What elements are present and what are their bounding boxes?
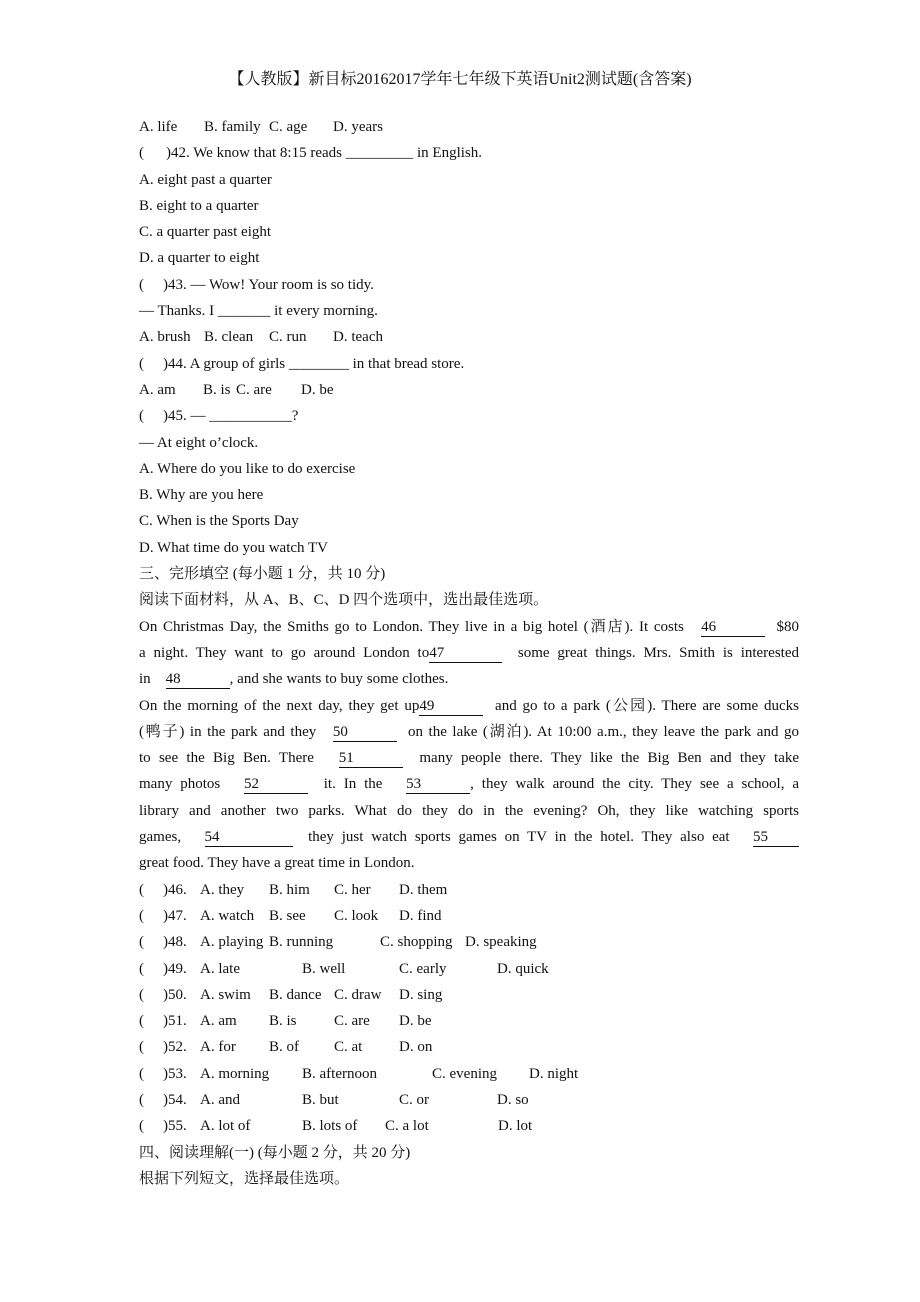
question-number: )51. (163, 1013, 187, 1030)
q43-option-c: C. run (269, 329, 307, 346)
cloze-52-option-c: C. at (334, 1039, 363, 1056)
passage-text: On Christmas Day, the Smiths go to London. They live in a big hotel (酒店). It costs (139, 618, 684, 635)
q44-option-b: B. is (203, 381, 231, 398)
question-number: )46. (163, 881, 187, 898)
q45-option-d: D. What time do you watch TV (139, 539, 328, 556)
answer-paren: ( (139, 986, 144, 1003)
cloze-question-48 (139, 929, 799, 955)
q41-option-a: A. life (139, 119, 178, 135)
question-number: )53. (163, 1065, 187, 1082)
q42-paren-close: ) (166, 145, 171, 162)
answer-paren: ( (139, 1039, 144, 1056)
q45-option-a: A. Where do you like to do exercise (139, 460, 356, 477)
answer-paren: ( (139, 1013, 144, 1030)
passage-line (139, 693, 799, 719)
cloze-51-option-a: A. am (200, 1013, 237, 1030)
q42-option-d: D. a quarter to eight (139, 250, 260, 267)
q44-stem-text: )44. A group of girls ________ in that bread store. (163, 355, 465, 372)
passage-text: on the lake (湖泊). At 10:00 a.m., they leave the park and go (407, 723, 799, 740)
passage-text: On the morning of the next day, they get up (139, 697, 420, 714)
page-header: 【人教版】新目标20162017学年七年级下英语Unit2测试题(含答案) (228, 71, 692, 88)
cloze-question-51 (139, 1008, 799, 1034)
passage-text: some great things. Mrs. Smith is interested (517, 644, 799, 661)
passage-text: and go to a park (公园). There are some ducks (495, 697, 800, 714)
cloze-47-option-a: A. watch (200, 907, 255, 924)
cloze-52-option-d: D. on (399, 1039, 433, 1056)
cloze-48-option-c: C. shopping (380, 934, 453, 951)
cloze-46-option-d: D. them (399, 881, 448, 898)
passage-paragraph-1 (139, 614, 799, 693)
answer-paren: ( (139, 881, 144, 898)
cloze-47-option-d: D. find (399, 907, 442, 924)
passage-text: , they walk around the city. They see a school, a (470, 776, 800, 793)
cloze-blank-50: 50 (333, 724, 397, 742)
q42-stem-text: 42. We know that 8:15 reads (171, 145, 342, 162)
q41-option-c: C. age (269, 119, 308, 135)
q42-option-a: A. eight past a quarter (139, 171, 272, 188)
question-number: )55. (163, 1118, 187, 1135)
cloze-52-option-a: A. for (200, 1039, 236, 1056)
cloze-blank-48: 48 (166, 671, 230, 689)
section3-title: 三、完形填空 (每小题 1 分，共 10 分) (139, 566, 386, 583)
cloze-53-option-b: B. afternoon (302, 1065, 377, 1082)
section4-title: 四、阅读理解(一) (每小题 2 分，共 20 分) (139, 1144, 411, 1161)
cloze-51-option-c: C. are (334, 1013, 370, 1030)
cloze-50-option-c: C. draw (334, 986, 382, 1003)
section3-instruction: 阅读下面材料，从 A、B、C、D 四个选项中，选出最佳选项。 (139, 592, 549, 609)
cloze-blank-54: 54 (205, 829, 293, 847)
cloze-49-option-d: D. quick (497, 960, 549, 977)
cloze-49-option-a: A. late (200, 960, 240, 977)
passage-text: (鸭子) in the park and they (139, 723, 317, 740)
cloze-blank-52: 52 (244, 776, 308, 794)
cloze-46-option-a: A. they (200, 881, 245, 898)
passage-line (139, 666, 799, 692)
cloze-46-option-c: C. her (334, 881, 371, 898)
q42-option-b: B. eight to a quarter (139, 197, 259, 214)
cloze-question-53 (139, 1061, 799, 1087)
cloze-blank-49: 49 (419, 698, 483, 716)
passage-text: many photos (139, 776, 221, 793)
cloze-48-option-b: B. running (269, 934, 334, 951)
q41-options (139, 114, 799, 140)
cloze-48-option-a: A. playing (200, 934, 264, 951)
passage-text: in (139, 671, 151, 688)
q45-stem: ( )45. — ___________? (139, 408, 299, 425)
answer-paren: ( (139, 960, 144, 977)
cloze-53-option-a: A. morning (200, 1065, 270, 1082)
passage-line (139, 640, 799, 666)
passage-text: $80 (776, 618, 800, 635)
passage-line (139, 798, 799, 824)
question-number: )54. (163, 1091, 187, 1108)
q45-reply: — At eight o’clock. (139, 434, 259, 451)
passage-text: many people there. They like the Big Ben and they take (419, 750, 800, 767)
cloze-53-option-d: D. night (529, 1065, 579, 1082)
passage-text: a night. They want to go around London to (139, 644, 430, 661)
q42-paren-open: ( (139, 145, 144, 162)
answer-paren: ( (139, 907, 144, 924)
cloze-50-option-a: A. swim (200, 986, 251, 1003)
cloze-50-option-d: D. sing (399, 986, 443, 1003)
cloze-blank-46: 46 (701, 619, 765, 637)
cloze-50-option-b: B. dance (269, 986, 322, 1003)
q43-option-a: A. brush (139, 329, 191, 346)
cloze-54-option-d: D. so (497, 1091, 529, 1108)
cloze-question-list (139, 877, 799, 1140)
cloze-blank-55: 55 (753, 829, 799, 847)
cloze-blank-47: 47 (429, 645, 502, 663)
cloze-49-option-c: C. early (399, 960, 447, 977)
cloze-47-option-c: C. look (334, 907, 379, 924)
passage-line (139, 771, 799, 797)
cloze-54-option-b: B. but (302, 1091, 339, 1108)
q43-reply: — Thanks. I _______ it every morning. (139, 303, 378, 320)
answer-paren: ( (139, 1118, 144, 1135)
cloze-question-46 (139, 877, 799, 903)
cloze-51-option-b: B. is (269, 1013, 297, 1030)
cloze-46-option-b: B. him (269, 881, 310, 898)
cloze-55-option-b: B. lots of (302, 1118, 358, 1135)
passage-line (139, 824, 799, 850)
cloze-question-47 (139, 903, 799, 929)
passage-text: games, (139, 829, 182, 846)
passage-line (139, 614, 799, 640)
passage-text: , and she wants to buy some clothes. (229, 671, 449, 688)
question-number: )52. (163, 1039, 187, 1056)
q43-stem: ( )43. — Wow! Your room is so tidy. (139, 276, 374, 293)
q41-option-b: B. family (204, 119, 261, 135)
cloze-48-option-d: D. speaking (465, 934, 537, 951)
cloze-question-55 (139, 1113, 799, 1139)
cloze-question-54 (139, 1087, 799, 1113)
cloze-52-option-b: B. of (269, 1039, 299, 1056)
cloze-54-option-a: A. and (200, 1091, 240, 1108)
cloze-question-52 (139, 1034, 799, 1060)
passage-text: they just watch sports games on TV in the hotel. They also eat (308, 829, 730, 846)
cloze-49-option-b: B. well (302, 960, 346, 977)
cloze-55-option-c: C. a lot (385, 1118, 429, 1135)
passage-line (139, 850, 799, 876)
q45-stem-text: )45. — ___________? (163, 408, 299, 425)
cloze-51-option-d: D. be (399, 1013, 432, 1030)
cloze-55-option-d: D. lot (498, 1118, 533, 1135)
q42-option-c: C. a quarter past eight (139, 224, 272, 241)
q43-option-d: D. teach (333, 329, 383, 346)
q45-option-c: C. When is the Sports Day (139, 513, 299, 530)
document-body (139, 114, 799, 1192)
q41-option-d: D. years (333, 119, 383, 135)
cloze-54-option-c: C. or (399, 1091, 429, 1108)
cloze-47-option-b: B. see (269, 907, 306, 924)
q43-options (139, 324, 799, 350)
answer-paren: ( (139, 1065, 144, 1082)
q44-stem: ( )44. A group of girls ________ in that bread store. (139, 355, 465, 372)
q42-tail: in English. (416, 145, 482, 162)
cloze-55-option-a: A. lot of (200, 1118, 251, 1135)
q45-option-b: B. Why are you here (139, 487, 264, 504)
q42-blank: _________ (345, 145, 414, 162)
q44-options (139, 377, 799, 403)
answer-paren: ( (139, 934, 144, 951)
passage-text: great food. They have a great time in London. (139, 855, 415, 872)
passage-text: to see the Big Ben. There (139, 750, 314, 767)
q44-option-c: C. are (236, 381, 272, 398)
q42-stem (139, 140, 799, 166)
question-number: )48. (163, 934, 187, 951)
cloze-blank-51: 51 (339, 750, 403, 768)
passage-text: library and another two parks. What do they do in the evening? Oh, they like watching sports (139, 802, 799, 819)
q43-option-b: B. clean (204, 329, 254, 346)
cloze-53-option-c: C. evening (432, 1065, 497, 1082)
cloze-question-50 (139, 982, 799, 1008)
question-number: )50. (163, 986, 187, 1003)
q44-option-a: A. am (139, 381, 176, 398)
question-number: )47. (163, 907, 187, 924)
question-number: )49. (163, 960, 187, 977)
answer-paren: ( (139, 1091, 144, 1108)
q44-option-d: D. be (301, 381, 334, 398)
section4-instruction: 根据下列短文，选择最佳选项。 (139, 1170, 350, 1187)
passage-text: it. In the (323, 776, 383, 793)
q43-stem-text: )43. — Wow! Your room is so tidy. (163, 276, 374, 293)
passage-paragraph-2 (139, 693, 799, 877)
cloze-question-49 (139, 956, 799, 982)
cloze-blank-53: 53 (406, 776, 470, 794)
passage-line (139, 745, 799, 771)
passage-line (139, 719, 799, 745)
